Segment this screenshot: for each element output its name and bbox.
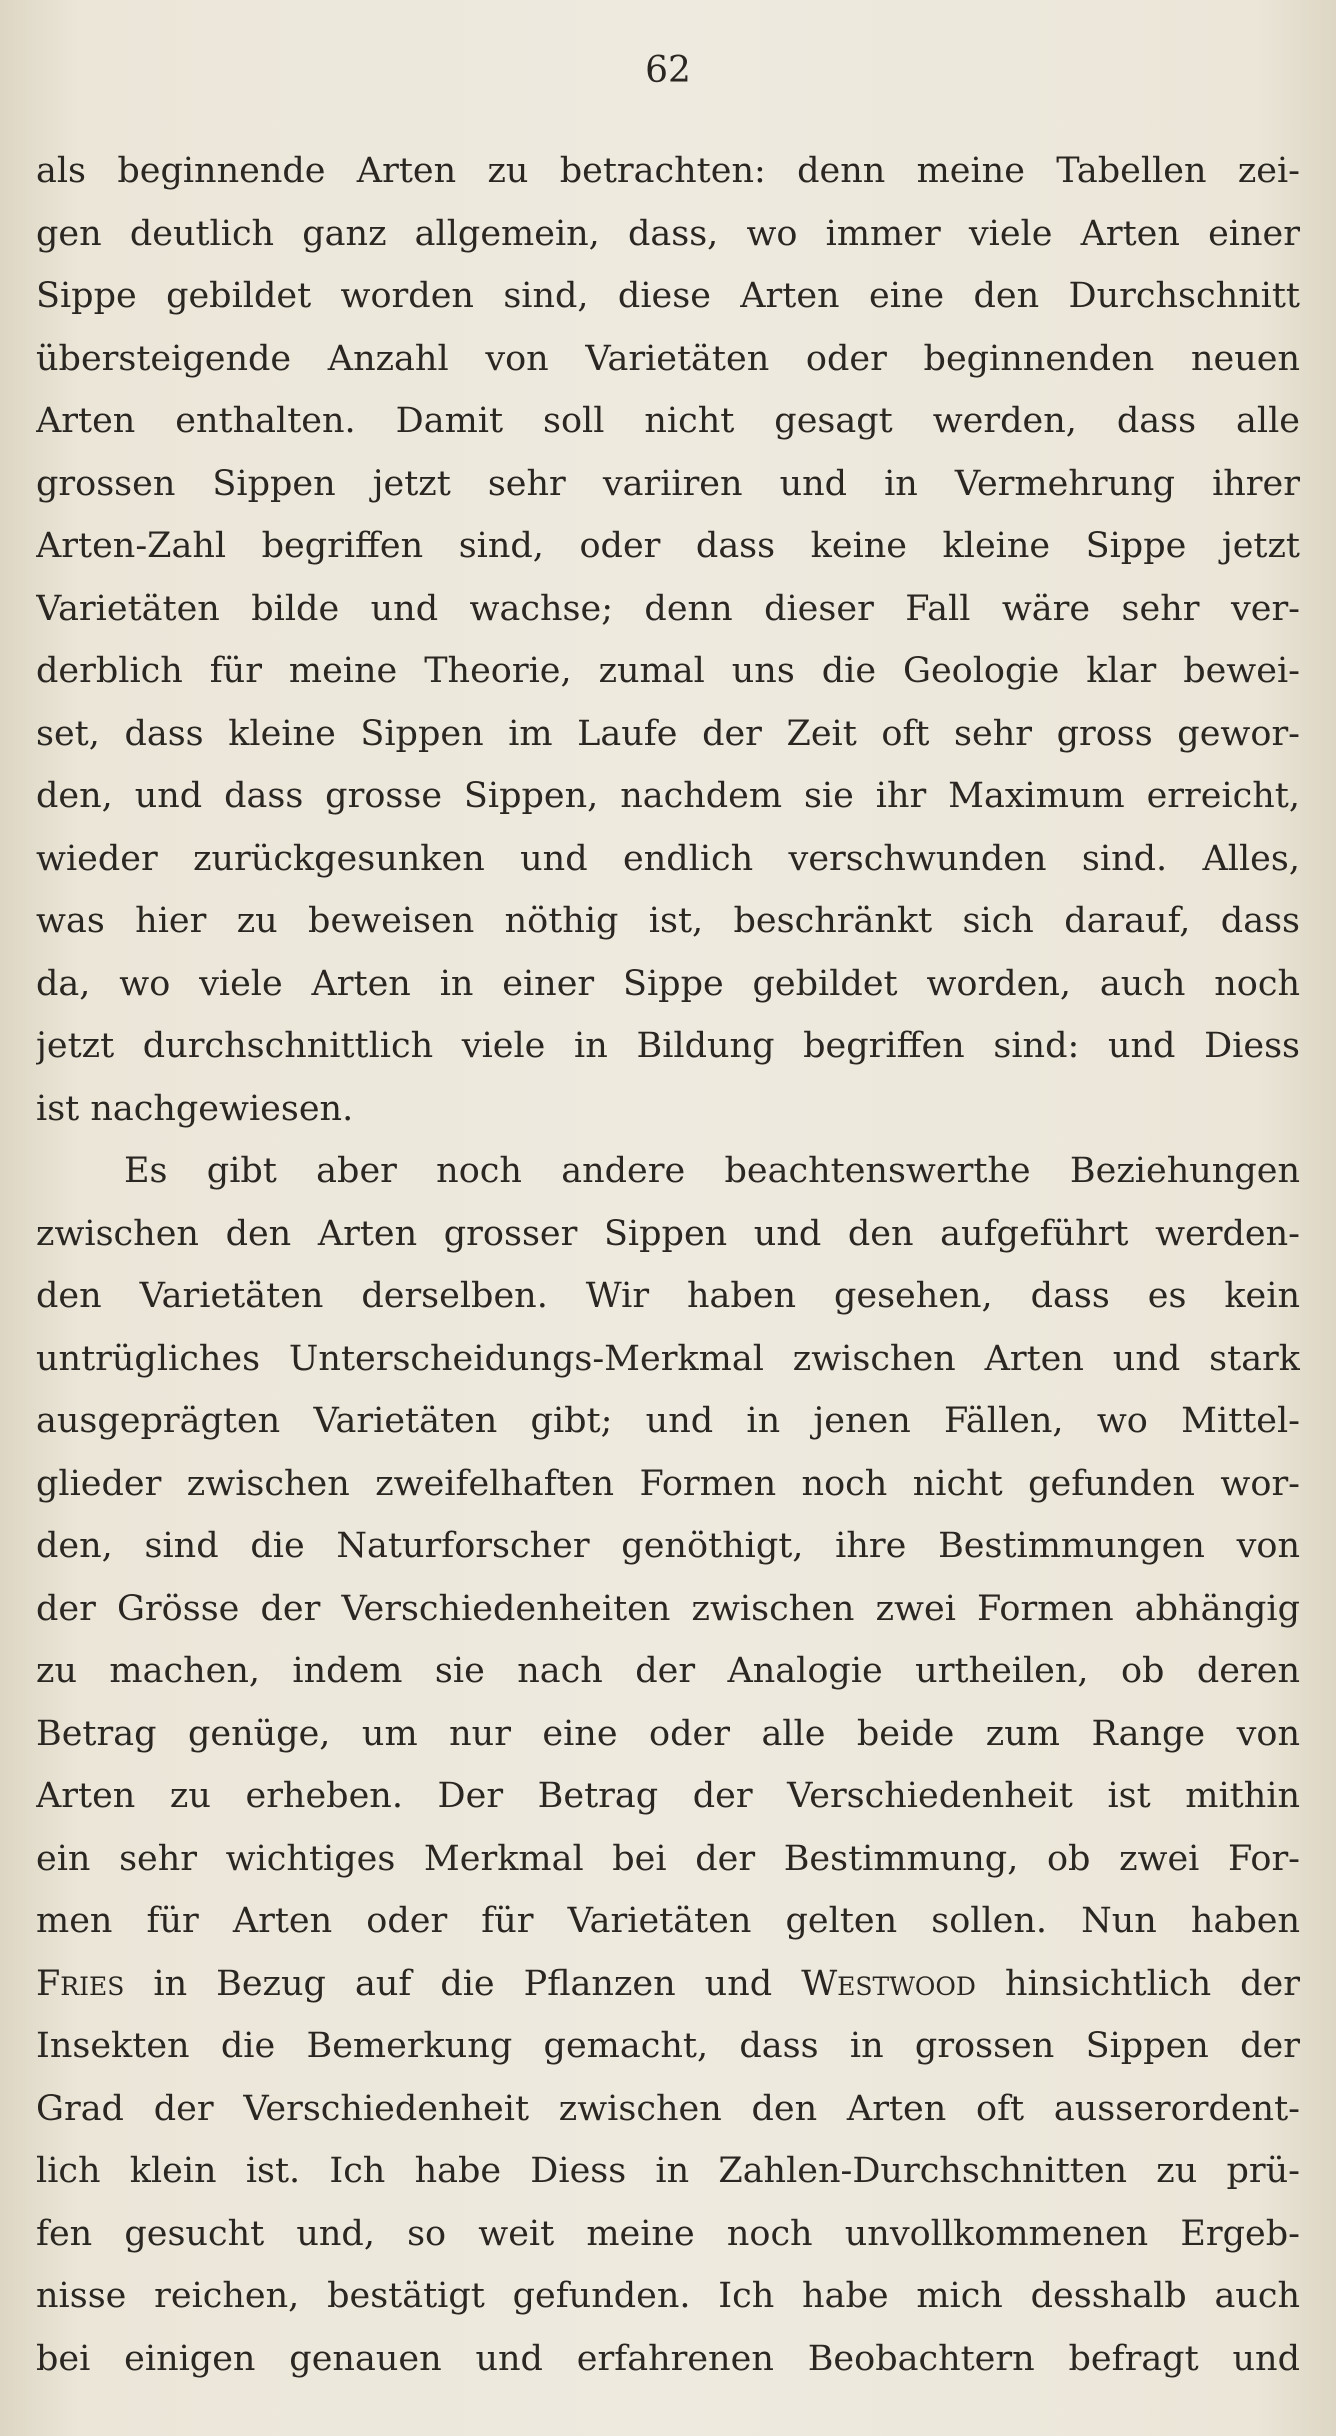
text-line: glieder zwischen zweifelhaften Formen noch nicht gefunden wor-: [36, 1463, 1300, 1504]
text-line: wieder zurückgesunken und endlich verschwunden sind. Alles,: [36, 838, 1300, 879]
text-line: Arten-Zahl begriffen sind, oder dass keine kleine Sippe jetzt: [36, 526, 1300, 566]
text-line-with-names: [36, 1953, 1300, 2016]
text-line: den, sind die Naturforscher genöthigt, ihre Bestimmungen von: [36, 1526, 1300, 1566]
text-line: übersteigende Anzahl von Varietäten oder beginnenden neuen: [36, 338, 1300, 379]
text-line: der Grösse der Verschiedenheiten zwischen zwei Formen abhängig: [36, 1588, 1300, 1629]
text-line: Betrag genüge, um nur eine oder alle beide zum Range von: [36, 1713, 1300, 1754]
text-line: Sippe gebildet worden sind, diese Arten eine den Durchschnitt: [36, 276, 1300, 316]
body-text: [36, 140, 1300, 2390]
text-line: was hier zu beweisen nöthig ist, beschränkt sich darauf, dass: [36, 901, 1300, 941]
text-line: den, und dass grosse Sippen, nachdem sie ihr Maximum erreicht,: [36, 776, 1300, 816]
text-line: als beginnende Arten zu betrachten: denn meine Tabellen zei-: [36, 151, 1300, 191]
text-line: jetzt durchschnittlich viele in Bildung begriffen sind: und Diess: [36, 1026, 1300, 1066]
text-line: fen gesucht und, so weit meine noch unvollkommenen Ergeb-: [36, 2213, 1300, 2254]
text-line: zu machen, indem sie nach der Analogie urtheilen, ob deren: [36, 1651, 1300, 1691]
text-line: Insekten die Bemerkung gemacht, dass in grossen Sippen der: [36, 2026, 1300, 2066]
page-number: 62: [645, 50, 691, 91]
text-line: ist nachgewiesen.: [36, 1088, 354, 1129]
text-line: Varietäten bilde und wachse; denn dieser Fall wäre sehr ver-: [36, 588, 1300, 629]
author-name-westwood: Westwood: [801, 1963, 976, 2004]
text-line: nisse reichen, bestätigt gefunden. Ich habe mich desshalb auch: [36, 2276, 1300, 2316]
text-line: bei einigen genauen und erfahrenen Beobachtern befragt und: [36, 2338, 1300, 2379]
text-line: ausgeprägten Varietäten gibt; und in jenen Fällen, wo Mittel-: [36, 1401, 1300, 1441]
author-name-fries: Fries: [36, 1963, 125, 2004]
text-line: lich klein ist. Ich habe Diess in Zahlen-Durchschnitten zu prü-: [36, 2151, 1300, 2191]
text-line: derblich für meine Theorie, zumal uns die Geologie klar bewei-: [36, 651, 1300, 691]
text-line: ein sehr wichtiges Merkmal bei der Bestimmung, ob zwei For-: [36, 1838, 1300, 1879]
text-line: untrügliches Unterscheidungs-Merkmal zwischen Arten und stark: [36, 1338, 1300, 1379]
text-line: zwischen den Arten grosser Sippen und den aufgeführt werden-: [36, 1213, 1300, 1254]
text-line: Grad der Verschiedenheit zwischen den Arten oft ausserordent-: [36, 2088, 1300, 2129]
text-line: grossen Sippen jetzt sehr variiren und in Vermehrung ihrer: [36, 463, 1300, 504]
paragraph-start-line: Es gibt aber noch andere beachtenswerthe Beziehungen: [124, 1151, 1300, 1191]
line-middle: in Bezug auf die Pflanzen und: [124, 1963, 802, 2004]
text-line: Arten zu erheben. Der Betrag der Verschiedenheit ist mithin: [36, 1776, 1300, 1816]
text-line: set, dass kleine Sippen im Laufe der Zeit oft sehr gross gewor-: [36, 713, 1300, 754]
text-line: da, wo viele Arten in einer Sippe gebildet worden, auch noch: [36, 963, 1300, 1004]
text-line: men für Arten oder für Varietäten gelten sollen. Nun haben: [36, 1901, 1300, 1941]
text-line: Arten enthalten. Damit soll nicht gesagt werden, dass alle: [36, 401, 1300, 441]
line-suffix: hinsichtlich der: [975, 1963, 1300, 2004]
text-line: den Varietäten derselben. Wir haben gesehen, dass es kein: [36, 1276, 1300, 1316]
text-line: gen deutlich ganz allgemein, dass, wo immer viele Arten einer: [36, 213, 1300, 254]
